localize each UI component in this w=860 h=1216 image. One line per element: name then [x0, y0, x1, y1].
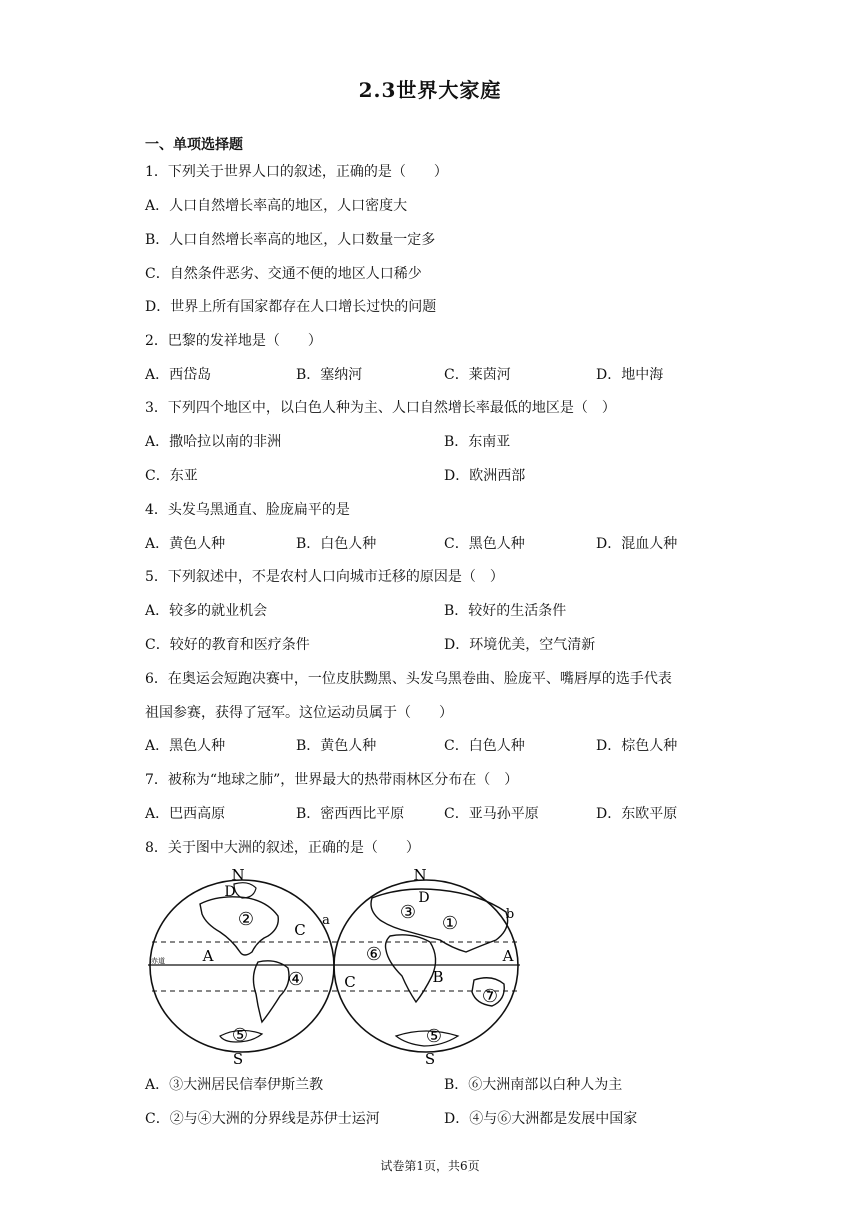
label-c-west-upper: C — [294, 921, 306, 939]
question-6-stem-line-1: 6．在奥运会短跑决赛中，一位皮肤黝黑、头发乌黑卷曲、脸庞平、嘴唇厚的选手代表 — [145, 671, 672, 687]
world-hemispheres-map — [140, 866, 530, 1066]
question-5-option-d: D．环境优美，空气清新 — [444, 637, 596, 653]
question-6-option-d: D．棕色人种 — [596, 738, 678, 754]
question-1-stem: 1．下列关于世界人口的叙述，正确的是（ ） — [145, 164, 448, 180]
page-title: 2.3世界大家庭 — [358, 78, 502, 102]
question-3-option-b: B．东南亚 — [444, 434, 511, 450]
question-6-option-a: A．黑色人种 — [145, 738, 226, 754]
question-3-stem: 3．下列四个地区中，以白色人种为主、人口自然增长率最低的地区是（ ） — [145, 400, 616, 416]
label-b-small: b — [505, 907, 515, 922]
question-2-option-c: C．莱茵河 — [444, 367, 511, 383]
label-a-east: A — [502, 947, 514, 965]
label-d-east: D — [418, 890, 430, 906]
question-1-option-b: B．人口自然增长率高的地区，人口数量一定多 — [145, 232, 436, 248]
question-7-stem: 7．被称为“地球之肺”，世界最大的热带雨林区分布在（ ） — [145, 772, 519, 788]
continent-7-label: ⑦ — [481, 986, 499, 1007]
question-8-stem: 8．关于图中大洲的叙述，正确的是（ ） — [145, 840, 420, 856]
question-8-option-b: B．⑥大洲南部以白种人为主 — [444, 1077, 623, 1093]
question-5-option-c: C．较好的教育和医疗条件 — [145, 637, 310, 653]
question-3-option-a: A．撒哈拉以南的非洲 — [145, 434, 282, 450]
question-1-option-d: D．世界上所有国家都存在人口增长过快的问题 — [145, 299, 437, 315]
question-5-option-b: B．较好的生活条件 — [444, 603, 567, 619]
question-7-option-c: C．亚马孙平原 — [444, 806, 539, 822]
label-south-west: S — [232, 1050, 244, 1066]
label-north-west: N — [231, 866, 245, 884]
label-c-middle: C — [344, 973, 356, 991]
question-5-option-a: A．较多的就业机会 — [145, 603, 268, 619]
continent-6-label: ⑥ — [365, 944, 383, 965]
eurasia-shape — [371, 889, 508, 952]
question-8-option-c: C．②与④大洲的分界线是苏伊士运河 — [145, 1111, 380, 1127]
label-d-west: D — [224, 884, 236, 900]
label-north-east: N — [413, 866, 427, 884]
continent-1-label: ① — [441, 913, 459, 934]
question-2-option-d: D．地中海 — [596, 367, 664, 383]
question-3-option-d: D．欧洲西部 — [444, 468, 526, 484]
question-4-option-d: D．混血人种 — [596, 536, 678, 552]
continent-5-east-label: ⑤ — [425, 1026, 443, 1047]
question-7-option-b: B．密西西比平原 — [296, 806, 405, 822]
question-6-option-b: B．黄色人种 — [296, 738, 377, 754]
continent-2-label: ② — [237, 909, 255, 930]
label-a-west: A — [202, 947, 214, 965]
continent-4-label: ④ — [287, 969, 305, 990]
label-b-east: B — [432, 968, 444, 986]
question-2-option-b: B．塞纳河 — [296, 367, 363, 383]
greenland-shape — [234, 883, 256, 898]
label-equator: 赤道 — [151, 957, 165, 965]
question-6-stem-line-2: 祖国参赛，获得了冠军。这位运动员属于（ ） — [145, 705, 453, 721]
question-6-option-c: C．白色人种 — [444, 738, 525, 754]
section-heading: 一、单项选择题 — [145, 137, 243, 153]
question-4-stem: 4．头发乌黑通直、脸庞扁平的是 — [145, 502, 350, 518]
question-8-option-d: D．④与⑥大洲都是发展中国家 — [444, 1111, 638, 1127]
continent-3-label: ③ — [399, 902, 417, 923]
africa-shape — [386, 935, 436, 1002]
label-a-small: a — [322, 913, 330, 928]
continent-5-west-label: ⑤ — [231, 1025, 249, 1046]
question-7-option-a: A．巴西高原 — [145, 806, 226, 822]
question-1-option-c: C．自然条件恶劣、交通不便的地区人口稀少 — [145, 266, 422, 282]
question-3-option-c: C．东亚 — [145, 468, 198, 484]
question-7-option-d: D．东欧平原 — [596, 806, 678, 822]
page-footer: 试卷第1页，共6页 — [380, 1159, 480, 1173]
label-south-east: S — [424, 1050, 436, 1066]
question-4-option-c: C．黑色人种 — [444, 536, 525, 552]
question-2-stem: 2．巴黎的发祥地是（ ） — [145, 333, 322, 349]
question-1-option-a: A．人口自然增长率高的地区，人口密度大 — [145, 198, 408, 214]
question-8-option-a: A．③大洲居民信奉伊斯兰教 — [145, 1077, 324, 1093]
question-4-option-a: A．黄色人种 — [145, 536, 226, 552]
question-2-option-a: A．西岱岛 — [145, 367, 212, 383]
question-5-stem: 5．下列叙述中，不是农村人口向城市迁移的原因是（ ） — [145, 569, 504, 585]
question-4-option-b: B．白色人种 — [296, 536, 377, 552]
